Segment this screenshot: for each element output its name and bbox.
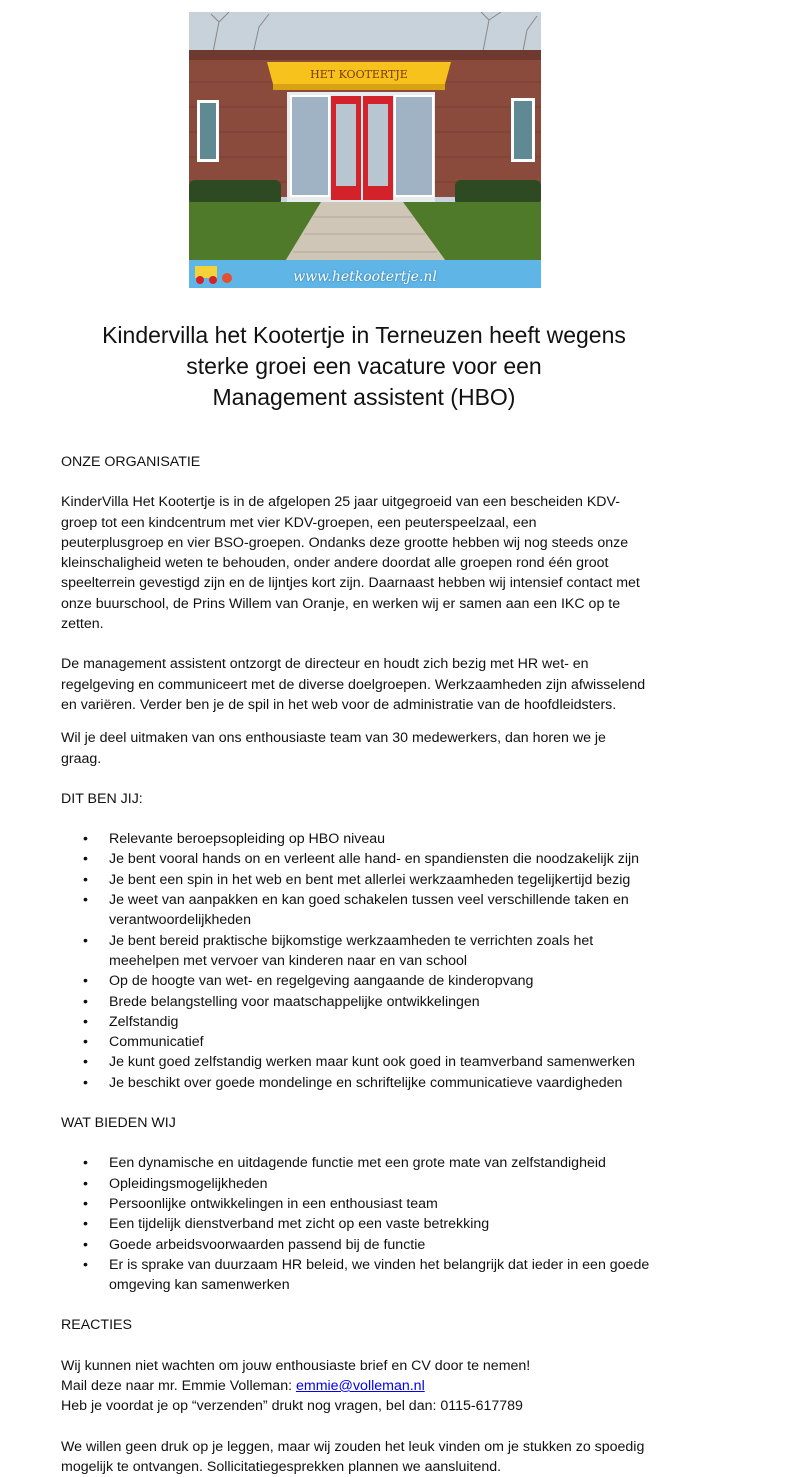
website-watermark: www.hetkootertje.nl — [293, 269, 437, 285]
vacancy-body — [61, 452, 681, 1477]
list-item — [61, 890, 681, 931]
list-item-text: Brede belangstelling voor maatschappelijke ontwikkelingen — [109, 993, 480, 1010]
list-item — [61, 1073, 681, 1093]
section-heading-profiel: DIT BEN JIJ: — [61, 790, 143, 807]
list-item-text: Zelfstandig — [109, 1013, 179, 1030]
text-line: We willen geen druk op je leggen, maar wij zouden het leuk vinden om je stukken zo spoedig — [61, 1438, 645, 1455]
profile-list — [61, 829, 681, 1093]
list-item — [61, 870, 681, 890]
text-line: Wil je deel uitmaken van ons enthousiaste team van 30 medewerkers, dan horen we je — [61, 730, 606, 747]
reacties-paragraph — [61, 1356, 681, 1417]
text-line: KinderVilla Het Kootertje is in de afgelopen 25 jaar uitgegroeid van een bescheiden KDV- — [61, 494, 620, 511]
list-item — [61, 971, 681, 991]
list-item-text: Goede arbeidsvoorwaarden passend bij de functie — [109, 1236, 426, 1253]
text-line: kleinschaligheid weten te behouden, onder andere doordat alle groepen rond één groot — [61, 555, 609, 572]
organisatie-paragraph — [61, 492, 681, 634]
list-item-text: Je kunt goed zelfstandig werken maar kunt ook goed in teamverband samenwerken — [109, 1054, 636, 1071]
list-item — [61, 1012, 681, 1032]
text-line: De management assistent ontzorgt de directeur en houdt zich bezig met HR wet- en — [61, 656, 589, 673]
text-line: groep tot een kindcentrum met vier KDV-groepen, een peuterspeelzaal, een — [61, 514, 537, 531]
section-heading-aanbod: WAT BIEDEN WIJ — [61, 1115, 176, 1132]
text-line: Mail deze naar mr. Emmie Volleman: — [61, 1377, 296, 1394]
list-item-text: Je bent bereid praktische bijkomstige werkzaamheden te verrichten zoals het — [109, 932, 594, 949]
list-item-text: Relevante beroepsopleiding op HBO niveau — [109, 831, 386, 848]
role-paragraph — [61, 654, 681, 715]
list-item — [61, 1032, 681, 1052]
list-item-text: Er is sprake van duurzaam HR beleid, we vinden het belangrijk dat ieder in een goede — [109, 1256, 650, 1273]
list-item-text: omgeving kan samenwerken — [109, 1277, 290, 1294]
list-item-text: Op de hoogte van wet- en regelgeving aangaande de kinderopvang — [109, 973, 534, 990]
section-heading-reacties: REACTIES — [61, 1317, 132, 1334]
building-illustration — [189, 12, 541, 288]
list-item-text: verantwoordelijkheden — [109, 912, 251, 929]
email-link[interactable]: emmie@volleman.nl — [295, 1377, 425, 1394]
text-line: Wij kunnen niet wachten om jouw enthousiaste brief en CV door te nemen! — [61, 1357, 531, 1374]
list-item — [61, 829, 681, 849]
team-paragraph — [61, 728, 681, 769]
closing-paragraph — [61, 1437, 681, 1477]
list-item-text: Opleidingsmogelijkheden — [109, 1175, 268, 1192]
list-item-text: Je bent een spin in het web en bent met allerlei werkzaamheden tegelijkertijd bezig — [109, 871, 631, 888]
list-item — [61, 1235, 681, 1255]
text-line: en variëren. Verder ben je de spil in het web voor de administratie van de hoofdleidsters. — [61, 696, 617, 713]
list-item — [61, 992, 681, 1012]
list-item — [61, 1052, 681, 1072]
text-line: speelterrein gevestigd zijn en de lijntjes kort zijn. Daarnaast hebben wij intensief contact met — [61, 575, 640, 592]
text-line: mogelijk te ontvangen. Sollicitatiegesprekken plannen we aansluitend. — [61, 1458, 502, 1475]
title-line: Management assistent (HBO) — [212, 384, 516, 410]
list-item-text: Je weet van aanpakken en kan goed schakelen tussen veel verschillende taken en — [109, 892, 629, 909]
list-item-text: Een tijdelijk dienstverband met zicht op een vaste betrekking — [109, 1216, 490, 1233]
title-line: sterke groei een vacature voor een — [186, 353, 542, 379]
list-item — [61, 1194, 681, 1214]
list-item-text: Een dynamische en uitdagende functie met een grote mate van zelfstandigheid — [109, 1155, 606, 1172]
section-heading-organisatie: ONZE ORGANISATIE — [61, 454, 201, 470]
list-item-text: Persoonlijke ontwikkelingen in een enthousiast team — [109, 1195, 438, 1212]
list-item — [61, 1153, 681, 1173]
text-line: regelgeving en communiceert met de diverse doelgroepen. Werkzaamheden zijn afwisselend — [61, 676, 646, 693]
list-item — [61, 931, 681, 972]
list-item — [61, 1214, 681, 1234]
list-item — [61, 1255, 681, 1296]
text-line: Heb je voordat je op “verzenden” drukt nog vragen, bel dan: 0115-617789 — [61, 1398, 523, 1415]
header-photo — [189, 12, 541, 288]
list-item-text: Communicatief — [109, 1034, 204, 1051]
list-item — [61, 1174, 681, 1194]
text-line: zetten. — [61, 616, 104, 633]
sign-text: HET KOOTERTJE — [310, 68, 408, 81]
list-item — [61, 849, 681, 869]
text-line: onze buurschool, de Prins Willem van Oranje, en werken wij er samen aan een IKC op te — [61, 595, 621, 612]
offer-list — [61, 1153, 681, 1295]
list-item-text: Je beschikt over goede mondelinge en schriftelijke communicatieve vaardigheden — [109, 1074, 623, 1091]
list-item-text: Je bent vooral hands on en verleent alle hand- en spandiensten die noodzakelijk zijn — [109, 851, 640, 868]
text-line: graag. — [61, 750, 102, 767]
title-line: Kindervilla het Kootertje in Terneuzen heeft wegens — [102, 322, 626, 348]
text-line: peuterplusgroep en vier BSO-groepen. Ondanks deze grootte hebben wij nog steeds onze — [61, 534, 629, 551]
list-item-text: meehelpen met vervoer van kinderen naar en van school — [109, 952, 468, 969]
page-title — [60, 320, 668, 413]
